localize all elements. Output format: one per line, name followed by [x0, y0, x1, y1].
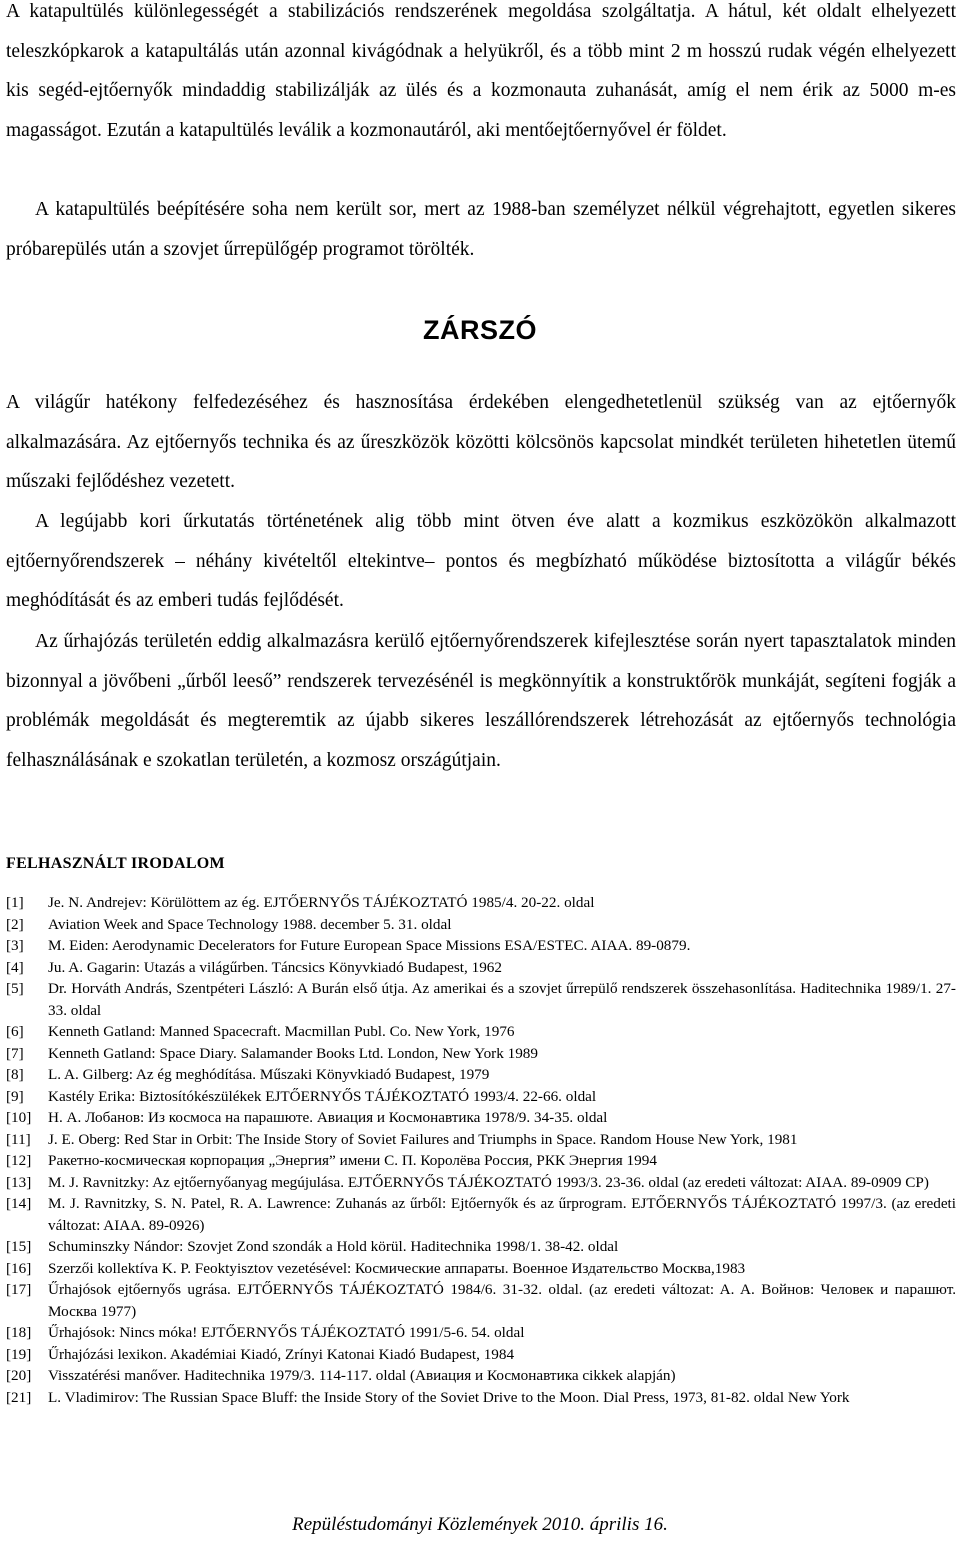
reference-number: [7] [6, 1044, 24, 1062]
reference-text: Н. А. Лобанов: Из космоса на парашюте. Авиация и Космонавтика 1978/9. 34-35. oldal [48, 1109, 608, 1126]
references-title: FELHASZNÁLT IRODALOM [6, 855, 225, 872]
reference-number: [16] [6, 1259, 32, 1277]
reference-text: Űrhajósok: Nincs móka! EJTŐERNYŐS TÁJÉKOZTATÓ 1991/5-6. 54. oldal [48, 1324, 525, 1341]
reference-number: [14] [6, 1195, 32, 1212]
section-heading-conclusion: ZÁRSZÓ [423, 315, 537, 345]
reference-text: Űrhajózási lexikon. Akadémiai Kiadó, Zrínyi Katonai Kiadó Budapest, 1984 [48, 1345, 515, 1363]
reference-number: [1] [6, 894, 24, 911]
reference-text: L. A. Gilberg: Az ég meghódítása. Műszaki Könyvkiadó Budapest, 1979 [48, 1066, 490, 1083]
reference-text: M. Eiden: Aerodynamic Decelerators for Future European Space Missions ESA/ESTEC. AIAA. 89-0879. [48, 937, 691, 954]
reference-item [6, 1107, 956, 1129]
reference-text: Ju. A. Gagarin: Utazás a világűrben. Táncsics Könyvkiadó Budapest, 1962 [48, 958, 502, 976]
reference-text: Kenneth Gatland: Manned Spacecraft. Macmillan Publ. Co. New York, 1976 [48, 1023, 515, 1040]
reference-number: [18] [6, 1324, 32, 1341]
reference-item [6, 935, 956, 957]
reference-item [6, 892, 956, 914]
reference-number: [15] [6, 1238, 32, 1255]
reference-number: [6] [6, 1023, 24, 1040]
journal-footer: Repüléstudományi Közlemények 2010. április 16. [292, 1514, 668, 1535]
reference-number: [20] [6, 1367, 32, 1384]
reference-number: [3] [6, 937, 24, 954]
reference-item [6, 1344, 956, 1366]
paragraph-conclusion-2: A legújabb kori űrkutatás történetének alig több mint ötven éve alatt a kozmikus eszközökön alkalmazott ejtőernyőrendszerek – néhány kivételtől eltekintve– pontos és megbízható működése biztosította a világűr békés meghódítását és az emberi tudás fejlődését. [6, 511, 956, 611]
reference-text: L. Vladimirov: The Russian Space Bluff: the Inside Story of the Soviet Drive to the Moon. Dial Press, 1973, 81-82. oldal New York [48, 1388, 850, 1406]
reference-text: Űrhajósok ejtőernyős ugrása. EJTŐERNYŐS TÁJÉKOZTATÓ 1984/6. 31-32. oldal. (az eredeti változat: A. A. Войнов: Человек и парашют. Москва 1977) [48, 1281, 956, 1320]
reference-text: Dr. Horváth András, Szentpéteri László: A Burán első útja. Az amerikai és a szovjet űrrepülő rendszerek összehasonlítása. Haditechnika 1989/1. 27-33. oldal [48, 980, 956, 1019]
reference-number: [9] [6, 1087, 24, 1105]
reference-number: [5] [6, 980, 24, 997]
reference-text: M. J. Ravnitzky, S. N. Patel, R. A. Lawrence: Zuhanás az űrből: Ejtőernyők és az űrprogram. EJTŐERNYŐS TÁJÉKOZTATÓ 1997/3. (az eredeti változat: AIAA. 89-0926) [48, 1195, 956, 1234]
paragraph-catapult-seat-stabilization: A katapultülés különlegességét a stabilizációs rendszerének megoldása szolgáltatja. A hátul, két oldalt elhelyezett teleszkópkarok a katapultálás után azonnal kivágódnak a helyükről, és a több mint 2 m hosszú rudak végén elhelyezett kis segéd-ejtőernyők mindaddig stabilizálják az ülés és a kozmonauta zuhanását, amíg el nem érik az 5000 m-es magasságot. Ezután a katapultülés leválik a kozmonautáról, aki mentőejtőernyővel ér földet. [6, 1, 956, 141]
reference-item [6, 1258, 956, 1280]
reference-text: Kastély Erika: Biztosítókészülékek EJTŐERNYŐS TÁJÉKOZTATÓ 1993/4. 22-66. oldal [48, 1087, 597, 1105]
reference-number: [21] [6, 1388, 32, 1406]
paragraph-catapult-seat-never-installed: A katapultülés beépítésére soha nem került sor, mert az 1988-ban személyzet nélkül végrehajtott, egyetlen sikeres próbarepülés után a szovjet űrrepülőgép programot törölték. [6, 199, 956, 260]
reference-item [6, 1064, 956, 1086]
reference-text: Ракетно-космическая корпорация „Энергия” имени С. П. Королёва Россия, РКК Энергия 1994 [48, 1152, 657, 1169]
reference-item [6, 957, 956, 979]
reference-number: [13] [6, 1173, 32, 1191]
reference-text: Visszatérési manőver. Haditechnika 1979/3. 114-117. oldal (Авиация и Космонавтика cikkek alapján) [48, 1367, 676, 1384]
reference-item [6, 1322, 956, 1344]
paragraph-conclusion-1: A világűr hatékony felfedezéséhez és hasznosítása érdekében elengedhetetlenül szükség van az ejtőernyők alkalmazására. Az ejtőernyős technika és az űreszközök közötti kölcsönös kapcsolat mindkét területen hihetetlen ütemű műszaki fejlődéshez vezetett. [6, 392, 956, 492]
reference-number: [17] [6, 1281, 32, 1298]
reference-text: Aviation Week and Space Technology 1988. december 5. 31. oldal [48, 915, 452, 933]
reference-item [6, 1043, 956, 1065]
reference-number: [10] [6, 1109, 32, 1126]
reference-item [6, 1193, 956, 1236]
reference-item [6, 1086, 956, 1108]
reference-number: [12] [6, 1152, 32, 1169]
reference-item [6, 1236, 956, 1258]
reference-item [6, 1279, 956, 1322]
reference-item [6, 978, 956, 1021]
paragraph-conclusion-3: Az űrhajózás területén eddig alkalmazásra kerülő ejtőernyőrendszerek kifejlesztése során nyert tapasztalatok minden bizonnyal a jövőbeni „űrből leeső” rendszerek tervezésénél is megkönnyítik a konstruktőrök munkáját, segíteni fogják a problémák megoldását és megteremtik az újabb sikeres leszállórendszerek létrehozását az ejtőernyős technológia felhasználásának e szokatlan területén, a kozmosz országútjain. [6, 631, 956, 771]
reference-number: [19] [6, 1345, 32, 1363]
reference-text: Szerzői kollektíva K. P. Feoktyisztov vezetésével: Космические аппараты. Военное Издательство Москва,1983 [48, 1259, 746, 1277]
reference-text: M. J. Ravnitzky: Az ejtőernyőanyag megújulása. EJTŐERNYŐS TÁJÉKOZTATÓ 1993/3. 23-36. oldal (az eredeti változat: AIAA. 89-0909 CP) [48, 1173, 929, 1191]
reference-item [6, 1150, 956, 1172]
reference-item [6, 1172, 956, 1194]
reference-list [6, 892, 956, 1408]
reference-number: [11] [6, 1130, 31, 1148]
reference-item [6, 1129, 956, 1151]
reference-text: J. E. Oberg: Red Star in Orbit: The Inside Story of Soviet Failures and Triumphs in Space. Random House New York, 1981 [48, 1130, 798, 1148]
reference-item [6, 1387, 956, 1409]
reference-number: [2] [6, 915, 24, 933]
reference-text: Kenneth Gatland: Space Diary. Salamander Books Ltd. London, New York 1989 [48, 1044, 538, 1062]
reference-number: [8] [6, 1066, 24, 1083]
reference-item [6, 1365, 956, 1387]
reference-text: Je. N. Andrejev: Körülöttem az ég. EJTŐERNYŐS TÁJÉKOZTATÓ 1985/4. 20-22. oldal [48, 894, 595, 911]
reference-item [6, 914, 956, 936]
reference-text: Schuminszky Nándor: Szovjet Zond szondák a Hold körül. Haditechnika 1998/1. 38-42. oldal [48, 1238, 619, 1255]
reference-number: [4] [6, 958, 24, 976]
reference-item [6, 1021, 956, 1043]
